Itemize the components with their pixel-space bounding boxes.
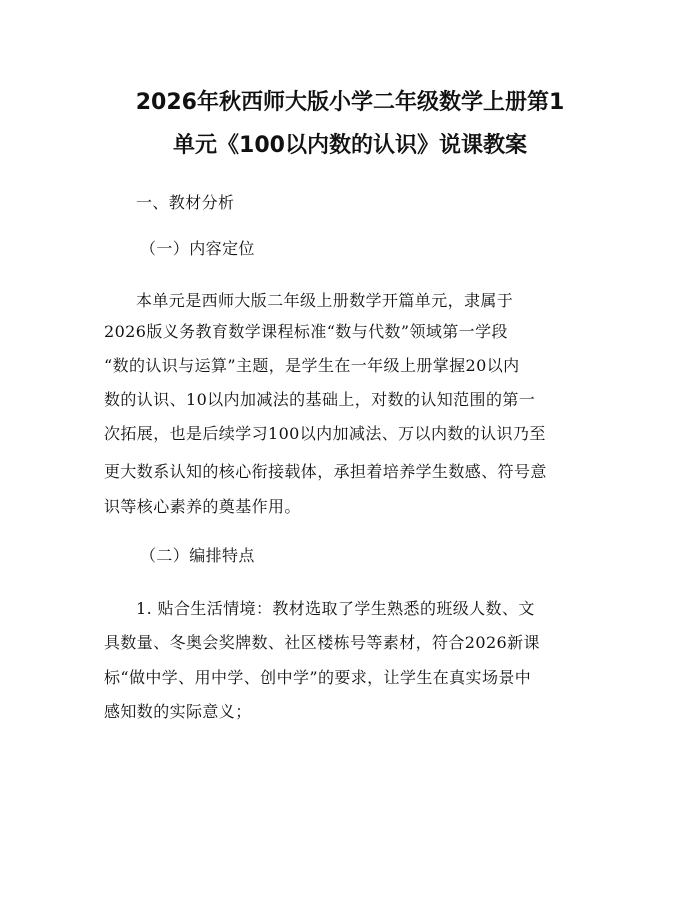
paragraph-1-line-5: 次拓展，也是后续学习100以内加减法、万以内数的认识乃至 — [104, 424, 546, 443]
paragraph-1-line-3: “数的认识与运算”主题，是学生在一年级上册掌握20以内 — [104, 356, 520, 375]
section-heading-textbook-analysis: 一、教材分析 — [136, 193, 235, 212]
paragraph-1-line-6: 更大数系认知的核心衔接载体，承担着培养学生数感、符号意 — [104, 462, 547, 481]
document-title-line-2: 单元《100以内数的认识》说课教案 — [173, 133, 527, 158]
document-title-line-1: 2026年秋西师大版小学二年级数学上册第1 — [135, 90, 565, 115]
subsection-heading-layout-features: （二）编排特点 — [140, 546, 255, 565]
paragraph-1-line-1: 本单元是西师大版二年级上册数学开篇单元，隶属于 — [136, 291, 514, 310]
subsection-heading-content-positioning: （一）内容定位 — [140, 239, 255, 258]
paragraph-1-line-2: 2026版义务教育数学课程标准“数与代数”领域第一学段 — [104, 322, 508, 341]
paragraph-1-line-7: 识等核心素养的奠基作用。 — [104, 497, 301, 516]
paragraph-2-line-2: 具数量、冬奥会奖牌数、社区楼栋号等素材，符合2026新课 — [104, 633, 540, 652]
paragraph-1-line-4: 数的认识、10以内加减法的基础上，对数的认知范围的第一 — [104, 390, 536, 409]
paragraph-2-line-3: 标“做中学、用中学、创中学”的要求，让学生在真实场景中 — [104, 668, 532, 687]
paragraph-2-line-4: 感知数的实际意义； — [104, 702, 252, 721]
paragraph-2-line-1: 1. 贴合生活情境：教材选取了学生熟悉的班级人数、文 — [136, 599, 535, 618]
